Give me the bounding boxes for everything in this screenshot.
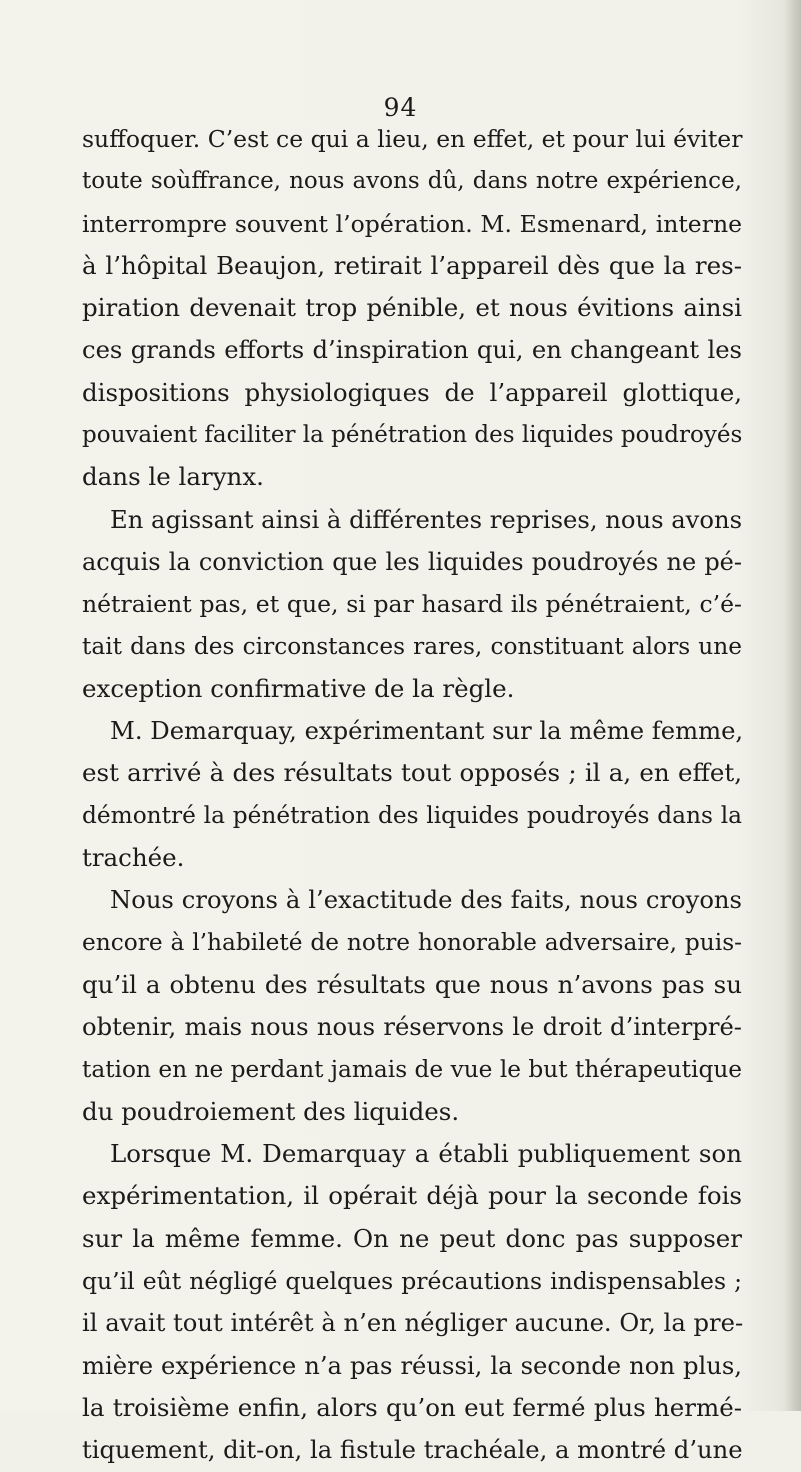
text-line: toute soùffrance, nous avons dû, dans notre expérience,: [82, 168, 742, 195]
text-line: Nous croyons à l’exactitude des faits, nous croyons: [110, 885, 742, 915]
text-line: Lorsque M. Demarquay a établi publiquement son: [110, 1139, 742, 1169]
text-line: exception confirmative de la règle.: [82, 673, 515, 703]
text-line: piration devenait trop pénible, et nous évitions ainsi: [82, 293, 742, 323]
text-line: interrompre souvent l’opération. M. Esmenard, interne: [82, 209, 742, 238]
body-text: [82, 118, 742, 1472]
text-line: ces grands efforts d’inspiration qui, en changeant les: [82, 335, 742, 365]
text-line: acquis la conviction que les liquides poudroyés ne pé-: [82, 547, 742, 576]
text-line: obtenir, mais nous nous réservons le droit d’interpré-: [82, 1012, 742, 1042]
text-line: suffoquer. C’est ce qui a lieu, en effet, et pour lui éviter: [82, 125, 743, 153]
text-line: pouvaient faciliter la pénétration des liquides poudroyés: [82, 422, 743, 449]
text-line: démontré la pénétration des liquides poudroyés dans la: [82, 801, 742, 829]
page-number: 94: [383, 93, 418, 122]
text-line: tation en ne perdant jamais de vue le but thérapeutique: [82, 1055, 743, 1083]
text-line: la troisième enfin, alors qu’on eut fermé plus hermé-: [82, 1392, 742, 1422]
text-line: du poudroiement des liquides.: [82, 1096, 460, 1126]
page-edge-shadow: [785, 0, 801, 1411]
text-line: il avait tout intérêt à n’en négliger aucune. Or, la pre-: [82, 1308, 744, 1338]
text-line: nétraient pas, et que, si par hasard ils pénétraient, c’é-: [82, 590, 742, 619]
text-line: expérimentation, il opérait déjà pour la seconde fois: [82, 1181, 742, 1211]
text-line: mière expérience n’a pas réussi, la seconde non plus,: [82, 1350, 742, 1380]
text-line: à l’hôpital Beaujon, retirait l’appareil dès que la res-: [82, 250, 742, 280]
text-line: tait dans des circonstances rares, constituant alors une: [82, 632, 742, 660]
text-line: trachée.: [82, 843, 185, 873]
text-line: M. Demarquay, expérimentant sur la même femme,: [110, 716, 744, 746]
text-line: qu’il eût négligé quelques précautions indispensables ;: [82, 1267, 742, 1296]
text-line: qu’il a obtenu des résultats que nous n’avons pas su: [82, 969, 742, 999]
text-line: sur la même femme. On ne peut donc pas supposer: [82, 1223, 742, 1253]
text-line: est arrivé à des résultats tout opposés ; il a, en effet,: [82, 758, 742, 788]
text-line: dispositions physiologiques de l’appareil glottique,: [82, 377, 742, 407]
text-line: encore à l’habileté de notre honorable adversaire, puis-: [82, 928, 742, 956]
text-line: dans le larynx.: [82, 462, 264, 492]
text-line: tiquement, dit-on, la fistule trachéale, a montré d’une: [82, 1435, 743, 1465]
text-line: En agissant ainsi à différentes reprises, nous avons: [110, 504, 743, 534]
